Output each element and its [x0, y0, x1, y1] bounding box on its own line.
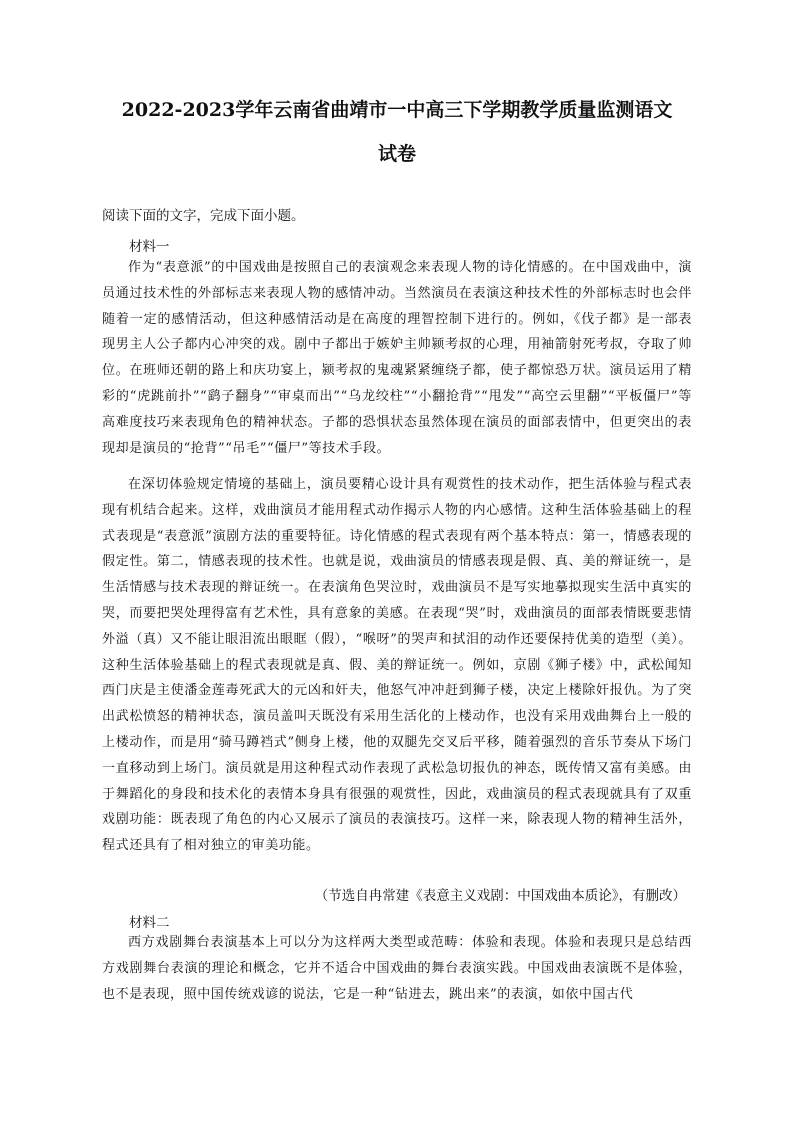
document-title-continued: 试卷: [377, 143, 416, 165]
material2-heading: 材料二: [129, 915, 170, 931]
material2-paragraph-1: 西方戏剧舞台表演基本上可以分为这样两大类型或范畴：体验和表现。体验和表现只是总结西方戏剧舞台表演的理论和概念，它并不适合中国戏曲的舞台表演实践。中国戏曲表演既不是体验，也不是表现，照中国传统戏谚的说法，它是一种“钻进去，跳出来”的表演，如依中国古代: [102, 935, 692, 1002]
material1-paragraph-1: 作为“表意派”的中国戏曲是按照自己的表演观念来表现人物的诗化情感的。在中国戏曲中，演员通过技术性的外部标志来表现人物的感情冲动。当然演员在表演这种技术性的外部标志时也会伴随着一定的感情活动，但这种感情活动是在高度的理智控制下进行的。例如，《伐子都》是一部表现男主人公子都内心冲突的戏。剧中子都出于嫉妒主帅颍考叔的心理，用袖箭射死考叔，夺取了帅位。在班师还朝的路上和庆功宴上，颍考叔的鬼魂紧紧缠绕子都，使子都惊恐万状。演员运用了精彩的“虎跳前扑”“鹞子翻身”“审桌而出”“乌龙绞柱”“小翻抢背”“甩发”“高空云里翻”“平板僵尸”等高难度技巧来表现角色的精神状态。子都的恐惧状态虽然体现在演员的面部表情中，但更突出的表现却是演员的“抢背”“吊毛”“僵尸”等技术手段。: [102, 260, 692, 456]
material1-paragraph-2: 在深切体验规定情境的基础上，演员要精心设计具有观赏性的技术动作，把生活体验与程式表现有机结合起来。这样，戏曲演员才能用程式动作揭示人物的内心感情。这种生活体验基础上的程式表现是“表意派”演剧方法的重要特征。诗化情感的程式表现有两个基本特点：第一，情感表现的假定性。第二，情感表现的技术性。也就是说，戏曲演员的情感表现是假、真、美的辩证统一，是生活情感与技术表现的辩证统一。在表演角色哭泣时，戏曲演员不是写实地摹拟现实生活中真实的哭，而要把哭处理得富有艺术性，具有意象的美感。在表现“哭”时，戏曲演员的面部表情既要悲情外溢（真）又不能让眼泪流出眼眶（假），“喉呀”的哭声和拭泪的动作还要保持优美的造型（美）。这种生活体验基础上的程式表现就是真、假、美的辩证统一。例如，京剧《狮子楼》中，武松闻知西门庆是主使潘金莲毒死武大的元凶和奸夫，他怒气冲冲赶到狮子楼，决定上楼除奸报仇。为了突出武松愤怒的精神状态，演员盖叫天既没有采用生活化的上楼动作，也没有采用戏曲舞台上一般的上楼动作，而是用“骑马蹲裆式”侧身上楼，他的双腿先交叉后平移，随着强烈的音乐节奏从下场门一直移动到上场门。演员就是用这种程式动作表现了武松急切报仇的神态，既传情又富有美感。由于舞蹈化的身段和技术化的表情本身具有很强的观赏性，因此，戏曲演员的程式表现就具有了双重戏剧功能：既表现了角色的内心又展示了演员的表演技巧。这样一来，除表现人物的精神生活外，程式还具有了相对独立的审美功能。: [102, 477, 692, 854]
document-title: 2022-2023学年云南省曲靖市一中高三下学期教学质量监测语文: [121, 99, 673, 121]
material1-heading: 材料一: [129, 239, 170, 255]
material1-source-citation: （节选自冉常建《表意主义戏剧：中国戏曲本质论》，有删改）: [314, 888, 686, 904]
instruction-text: 阅读下面的文字，完成下面小题。: [102, 208, 305, 224]
